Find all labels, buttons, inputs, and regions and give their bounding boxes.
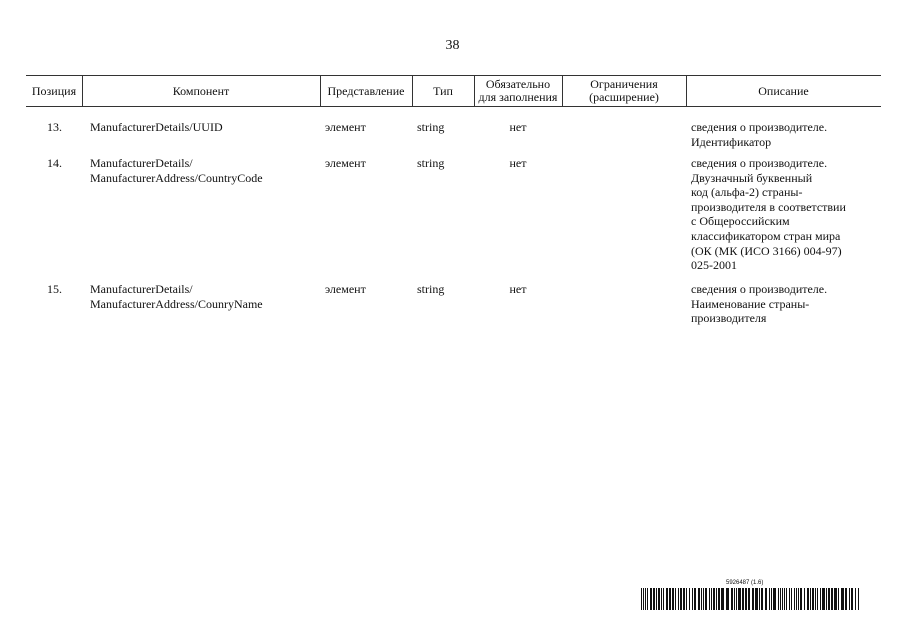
barcode-bar <box>765 588 767 610</box>
barcode-bar <box>663 588 664 610</box>
barcode-bar <box>721 588 724 610</box>
row-description-line: код (альфа-2) страны- <box>691 185 803 200</box>
barcode-bar <box>713 588 715 610</box>
barcode-bar <box>698 588 700 610</box>
row-component-line: ManufacturerAddress/CounryName <box>90 296 263 311</box>
barcode-bar <box>804 588 805 610</box>
barcode-bar <box>858 588 859 610</box>
barcode-bar <box>789 588 790 610</box>
barcode-bar <box>755 588 758 610</box>
table-header-bottom-rule <box>26 106 881 107</box>
row-type: string <box>417 282 445 296</box>
barcode-bar <box>778 588 779 610</box>
barcode-bar <box>686 588 687 610</box>
row-description <box>691 282 827 326</box>
barcode-bar <box>692 588 693 610</box>
row-description-line: Идентификатор <box>691 134 772 149</box>
row-description-line: производителя в соответствии <box>691 199 846 214</box>
barcode-bar <box>647 588 648 610</box>
barcode-bar <box>641 588 642 610</box>
barcode-bar <box>711 588 712 610</box>
barcode-bar <box>794 588 795 610</box>
row-description-line: классификатором стран мира <box>691 228 841 243</box>
barcode-bar <box>845 588 847 610</box>
barcode-bar <box>798 588 799 610</box>
row-description-line: сведения о производителе. <box>691 156 828 170</box>
header-type: Тип <box>433 83 453 98</box>
barcode-bar <box>745 588 747 610</box>
barcode-bar <box>831 588 833 610</box>
row-description <box>691 120 827 149</box>
barcode-bar <box>726 588 729 610</box>
row-description-line: сведения о производителе. <box>691 282 828 296</box>
barcode-bar <box>683 588 685 610</box>
row-component <box>90 156 263 185</box>
barcode-bar <box>703 588 704 610</box>
row-required: нет <box>509 282 527 296</box>
barcode-bar <box>658 588 660 610</box>
barcode-bar <box>669 588 671 610</box>
row-position: 15. <box>47 282 62 296</box>
barcode-bar <box>855 588 856 610</box>
barcode-bar <box>718 588 720 610</box>
barcode-bar <box>820 588 821 610</box>
barcode-bar <box>716 588 717 610</box>
barcode-bar <box>812 588 814 610</box>
barcode-bar <box>822 588 825 610</box>
barcode-bar <box>678 588 679 610</box>
barcode-bar <box>701 588 702 610</box>
barcode-bar <box>773 588 776 610</box>
barcode-bar <box>849 588 850 610</box>
barcode-bar <box>653 588 655 610</box>
row-type: string <box>417 156 445 170</box>
barcode-bar <box>810 588 811 610</box>
row-representation: элемент <box>325 156 366 170</box>
header-representation: Представление <box>327 83 405 98</box>
row-description-line: производителя <box>691 311 767 326</box>
barcode-bar <box>800 588 802 610</box>
header-required <box>474 76 562 106</box>
barcode-bar <box>666 588 668 610</box>
barcode-bar <box>731 588 733 610</box>
barcode-bar <box>734 588 735 610</box>
barcode-bar <box>851 588 853 610</box>
header-required-line2: для заполнения <box>478 90 558 104</box>
barcode-bar <box>782 588 783 610</box>
barcode-bar <box>771 588 772 610</box>
barcode-bar <box>709 588 710 610</box>
row-description <box>691 156 846 273</box>
row-component <box>90 282 263 311</box>
barcode-bar <box>680 588 682 610</box>
row-component-line: ManufacturerDetails/ <box>90 282 193 296</box>
barcode-bar <box>769 588 770 610</box>
header-constraints <box>562 76 686 106</box>
row-component-line: ManufacturerAddress/CountryCode <box>90 170 263 185</box>
row-description-line: Наименование страны- <box>691 296 810 311</box>
row-description-line: сведения о производителе. <box>691 120 828 134</box>
header-constraints-line1: Ограничения <box>590 77 658 91</box>
header-required-line1: Обязательно <box>485 77 551 91</box>
barcode-bar <box>748 588 750 610</box>
row-position: 14. <box>47 156 62 170</box>
row-position: 13. <box>47 120 62 134</box>
row-representation: элемент <box>325 120 366 134</box>
barcode-bar <box>826 588 827 610</box>
barcode-bar <box>752 588 754 610</box>
barcode-bar <box>736 588 737 610</box>
barcode-bar <box>786 588 787 610</box>
row-description-line: 025-2001 <box>691 258 737 273</box>
header-constraints-line2: (расширение) <box>589 90 659 104</box>
barcode-bar <box>661 588 662 610</box>
barcode-bar <box>689 588 690 610</box>
barcode-bar <box>759 588 760 610</box>
barcode-bar <box>645 588 646 610</box>
barcode-bar <box>817 588 818 610</box>
row-component-line: ManufacturerDetails/UUID <box>90 120 223 134</box>
barcode-bar <box>780 588 781 610</box>
row-description-line: Двузначный буквенный <box>691 170 813 185</box>
barcode-bar <box>650 588 652 610</box>
barcode-bar <box>656 588 657 610</box>
barcode-bar <box>675 588 676 610</box>
row-component <box>90 120 223 135</box>
barcode-bar <box>705 588 707 610</box>
barcode-bar <box>838 588 839 610</box>
header-component: Компонент <box>172 83 230 98</box>
barcode-bar <box>643 588 644 610</box>
barcode-bar <box>742 588 744 610</box>
barcode-bar <box>672 588 674 610</box>
barcode-bar <box>815 588 816 610</box>
barcode-number: 5926487 (1.6) <box>726 580 764 586</box>
row-type: string <box>417 120 445 134</box>
row-required: нет <box>509 120 527 134</box>
page-number: 38 <box>445 38 460 53</box>
barcode-bar <box>828 588 830 610</box>
barcode-bar <box>791 588 792 610</box>
barcode-bar <box>784 588 785 610</box>
barcode-bar <box>694 588 696 610</box>
header-description: Описание <box>758 83 809 98</box>
header-position: Позиция <box>31 83 77 98</box>
row-description-line: (ОК (МК (ИСО 3166) 004-97) <box>691 243 842 258</box>
row-required: нет <box>509 156 527 170</box>
row-description-line: с Общероссийским <box>691 214 790 229</box>
barcode-bar <box>796 588 797 610</box>
barcode-bar <box>834 588 837 610</box>
barcode-bar <box>807 588 809 610</box>
barcode-bar <box>738 588 741 610</box>
barcode-bar <box>761 588 763 610</box>
row-representation: элемент <box>325 282 366 296</box>
row-component-line: ManufacturerDetails/ <box>90 156 193 170</box>
barcode-bar <box>841 588 844 610</box>
barcode-image <box>641 588 859 610</box>
